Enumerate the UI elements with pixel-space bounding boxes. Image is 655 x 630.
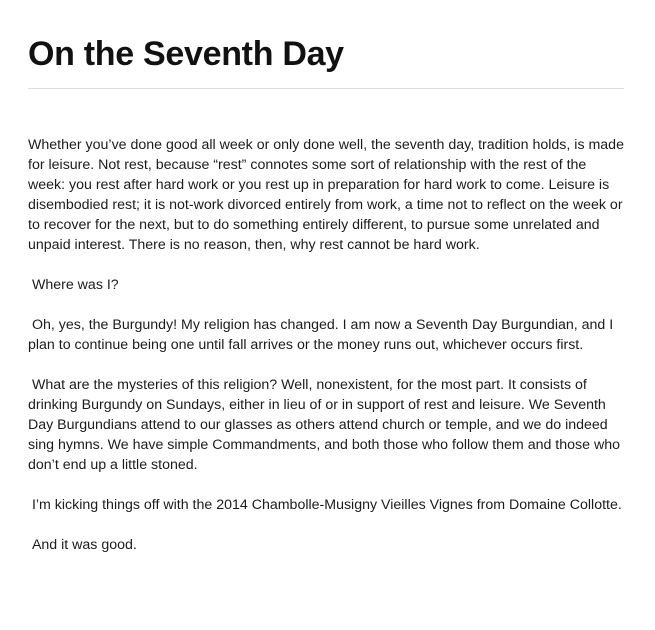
paragraph: Whether you’ve done good all week or only done well, the seventh day, tradition holds, is made for leisure. Not rest, because “rest” connotes some sort of relationship with the rest of the week: you rest after hard work or you rest up in preparation for hard work to come. Leisure is disembodied rest; it is not-work divorced entirely from work, a time not to reflect on the week or to recover for the next, but to do something entirely different, to pursue some unrelated and unpaid interest. There is no reason, then, why rest cannot be hard work. <box>28 137 628 253</box>
paragraph: And it was good. <box>28 537 137 553</box>
title-divider <box>28 88 624 89</box>
paragraph: I’m kicking things off with the 2014 Chambolle-Musigny Vieilles Vignes from Domaine Collotte. <box>28 497 622 513</box>
paragraph: Where was I? <box>28 277 119 293</box>
article-title: On the Seventh Day <box>28 35 344 73</box>
article-body <box>28 135 628 555</box>
paragraph: Oh, yes, the Burgundy! My religion has changed. I am now a Seventh Day Burgundian, and I plan to continue being one until fall arrives or the money runs out, whichever occurs first. <box>28 317 618 353</box>
paragraph: What are the mysteries of this religion? Well, nonexistent, for the most part. It consists of drinking Burgundy on Sundays, either in lieu of or in support of rest and leisure. We Seventh Day Burgundians attend to our glasses as others attend church or temple, and we do indeed sing hymns. We have simple Commandments, and both those who follow them and those who don’t end up a little stoned. <box>28 377 624 473</box>
